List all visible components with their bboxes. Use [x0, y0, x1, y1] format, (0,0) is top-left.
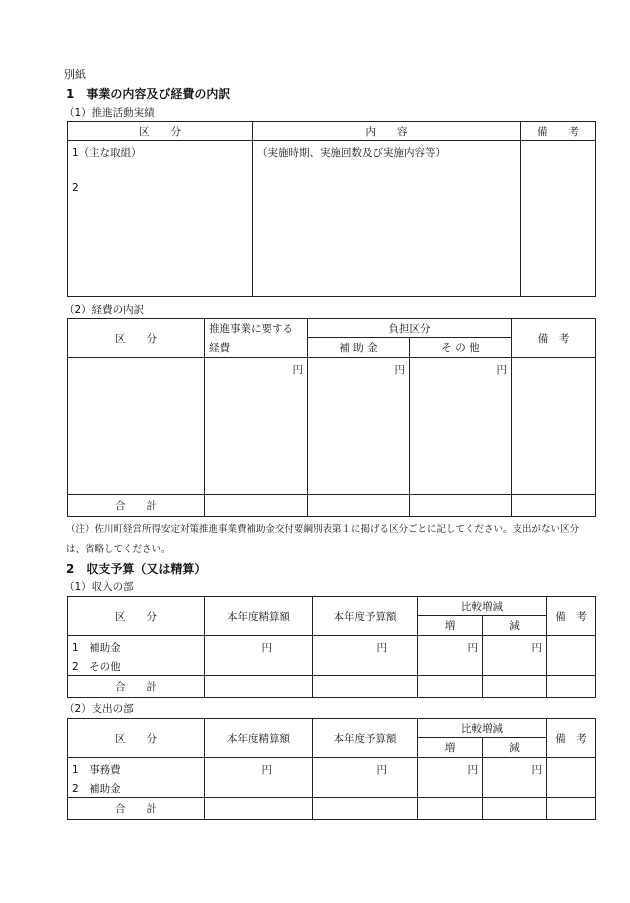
- expenditure-row-2: 2 補助金: [72, 783, 121, 795]
- activities-notes-cell: [521, 141, 596, 297]
- expense-header-other: そ の 他: [410, 338, 512, 358]
- expenditure-total-dec: [483, 798, 547, 820]
- income-inc-unit: 円: [418, 636, 483, 676]
- expenditure-header-diff: 比較増減: [418, 719, 547, 738]
- expenditure-header-inc: 増: [418, 738, 483, 758]
- expense-total-cost: [205, 495, 308, 517]
- expenditure-total-inc: [418, 798, 483, 820]
- income-budget-unit: 円: [313, 636, 418, 676]
- income-total-notes: [547, 676, 596, 698]
- income-total-budget: [313, 676, 418, 698]
- expenditure-total-budget: [313, 798, 418, 820]
- income-row-1: 1 補助金: [72, 642, 121, 654]
- note-line2: は、省略してください。: [66, 544, 171, 555]
- expense-notes-cell: [512, 358, 596, 495]
- expenditure-total-label: 合 計: [68, 798, 205, 820]
- income-header-inc: 増: [418, 616, 483, 636]
- expenditure-header-category: 区 分: [68, 719, 205, 758]
- activities-table: [67, 121, 596, 297]
- income-rows-cell: [68, 636, 205, 676]
- activities-header-notes: 備 考: [521, 122, 596, 141]
- attachment-label: 別紙: [64, 68, 86, 81]
- activities-content-cell: [253, 141, 521, 297]
- income-total-inc: [418, 676, 483, 698]
- income-notes-cell: [547, 636, 596, 676]
- expenditure-dec-unit: 円: [483, 758, 547, 798]
- expenditure-actual-unit: 円: [205, 758, 313, 798]
- income-header-budget: 本年度予算額: [313, 597, 418, 636]
- income-table: [67, 596, 596, 698]
- activities-header-category: 区 分: [68, 122, 253, 141]
- expense-total-label: 合 計: [68, 495, 205, 517]
- expense-total-subsidy: [308, 495, 410, 517]
- s1-sub1-heading: （1）推進活動実績: [64, 107, 155, 119]
- expense-category-cell: [68, 358, 205, 495]
- content-hint: （実施時期、実施回数及び実施内容等）: [257, 147, 446, 159]
- expenditure-row-1: 1 事務費: [72, 764, 121, 776]
- section2-title: 2 収支予算（又は精算）: [66, 562, 207, 576]
- expense-other-unit: 円: [410, 358, 512, 495]
- expense-header-cost-line1: 推進事業に要する: [205, 319, 308, 338]
- s1-sub2-heading: （2）経費の内訳: [64, 304, 145, 316]
- activities-header-content: 内 容: [253, 122, 521, 141]
- activity-item-2: 2: [72, 182, 79, 194]
- expenditure-rows-cell: [68, 758, 205, 798]
- expenditure-inc-unit: 円: [418, 758, 483, 798]
- expenditure-budget-unit: 円: [313, 758, 418, 798]
- income-row-2: 2 その他: [72, 661, 121, 673]
- expense-header-burden: 負担区分: [308, 319, 512, 338]
- expenditure-header-budget: 本年度予算額: [313, 719, 418, 758]
- activity-item-1: 1（主な取組）: [72, 147, 142, 159]
- expense-total-notes: [512, 495, 596, 517]
- expense-total-other: [410, 495, 512, 517]
- expense-header-notes: 備 考: [512, 319, 596, 358]
- income-total-label: 合 計: [68, 676, 205, 698]
- expense-cost-unit: 円: [205, 358, 308, 495]
- section1-title: 1 事業の内容及び経費の内訳: [66, 87, 231, 101]
- expenditure-header-dec: 減: [483, 738, 547, 758]
- income-header-notes: 備 考: [547, 597, 596, 636]
- income-dec-unit: 円: [483, 636, 547, 676]
- income-header-diff: 比較増減: [418, 597, 547, 616]
- income-header-dec: 減: [483, 616, 547, 636]
- expense-header-subsidy: 補 助 金: [308, 338, 410, 358]
- expenditure-total-actual: [205, 798, 313, 820]
- note-line1: （注）佐川町経営所得安定対策推進事業費補助金交付要綱別表第１に掲げる区分ごとに記してください。支出がない区分: [66, 524, 580, 535]
- s2-sub2-heading: （2）支出の部: [64, 703, 134, 715]
- income-header-category: 区 分: [68, 597, 205, 636]
- expenditure-total-notes: [547, 798, 596, 820]
- income-total-actual: [205, 676, 313, 698]
- income-header-actual: 本年度精算額: [205, 597, 313, 636]
- income-actual-unit: 円: [205, 636, 313, 676]
- expenditure-header-notes: 備 考: [547, 719, 596, 758]
- income-total-dec: [483, 676, 547, 698]
- expense-header-cost-line2: 経費: [205, 338, 308, 358]
- expenditure-notes-cell: [547, 758, 596, 798]
- expense-header-category: 区 分: [68, 319, 205, 358]
- expense-table: [67, 318, 596, 517]
- s2-sub1-heading: （1）収入の部: [64, 581, 134, 593]
- expense-subsidy-unit: 円: [308, 358, 410, 495]
- activities-category-cell: [68, 141, 253, 297]
- expenditure-table: [67, 718, 596, 820]
- expenditure-header-actual: 本年度精算額: [205, 719, 313, 758]
